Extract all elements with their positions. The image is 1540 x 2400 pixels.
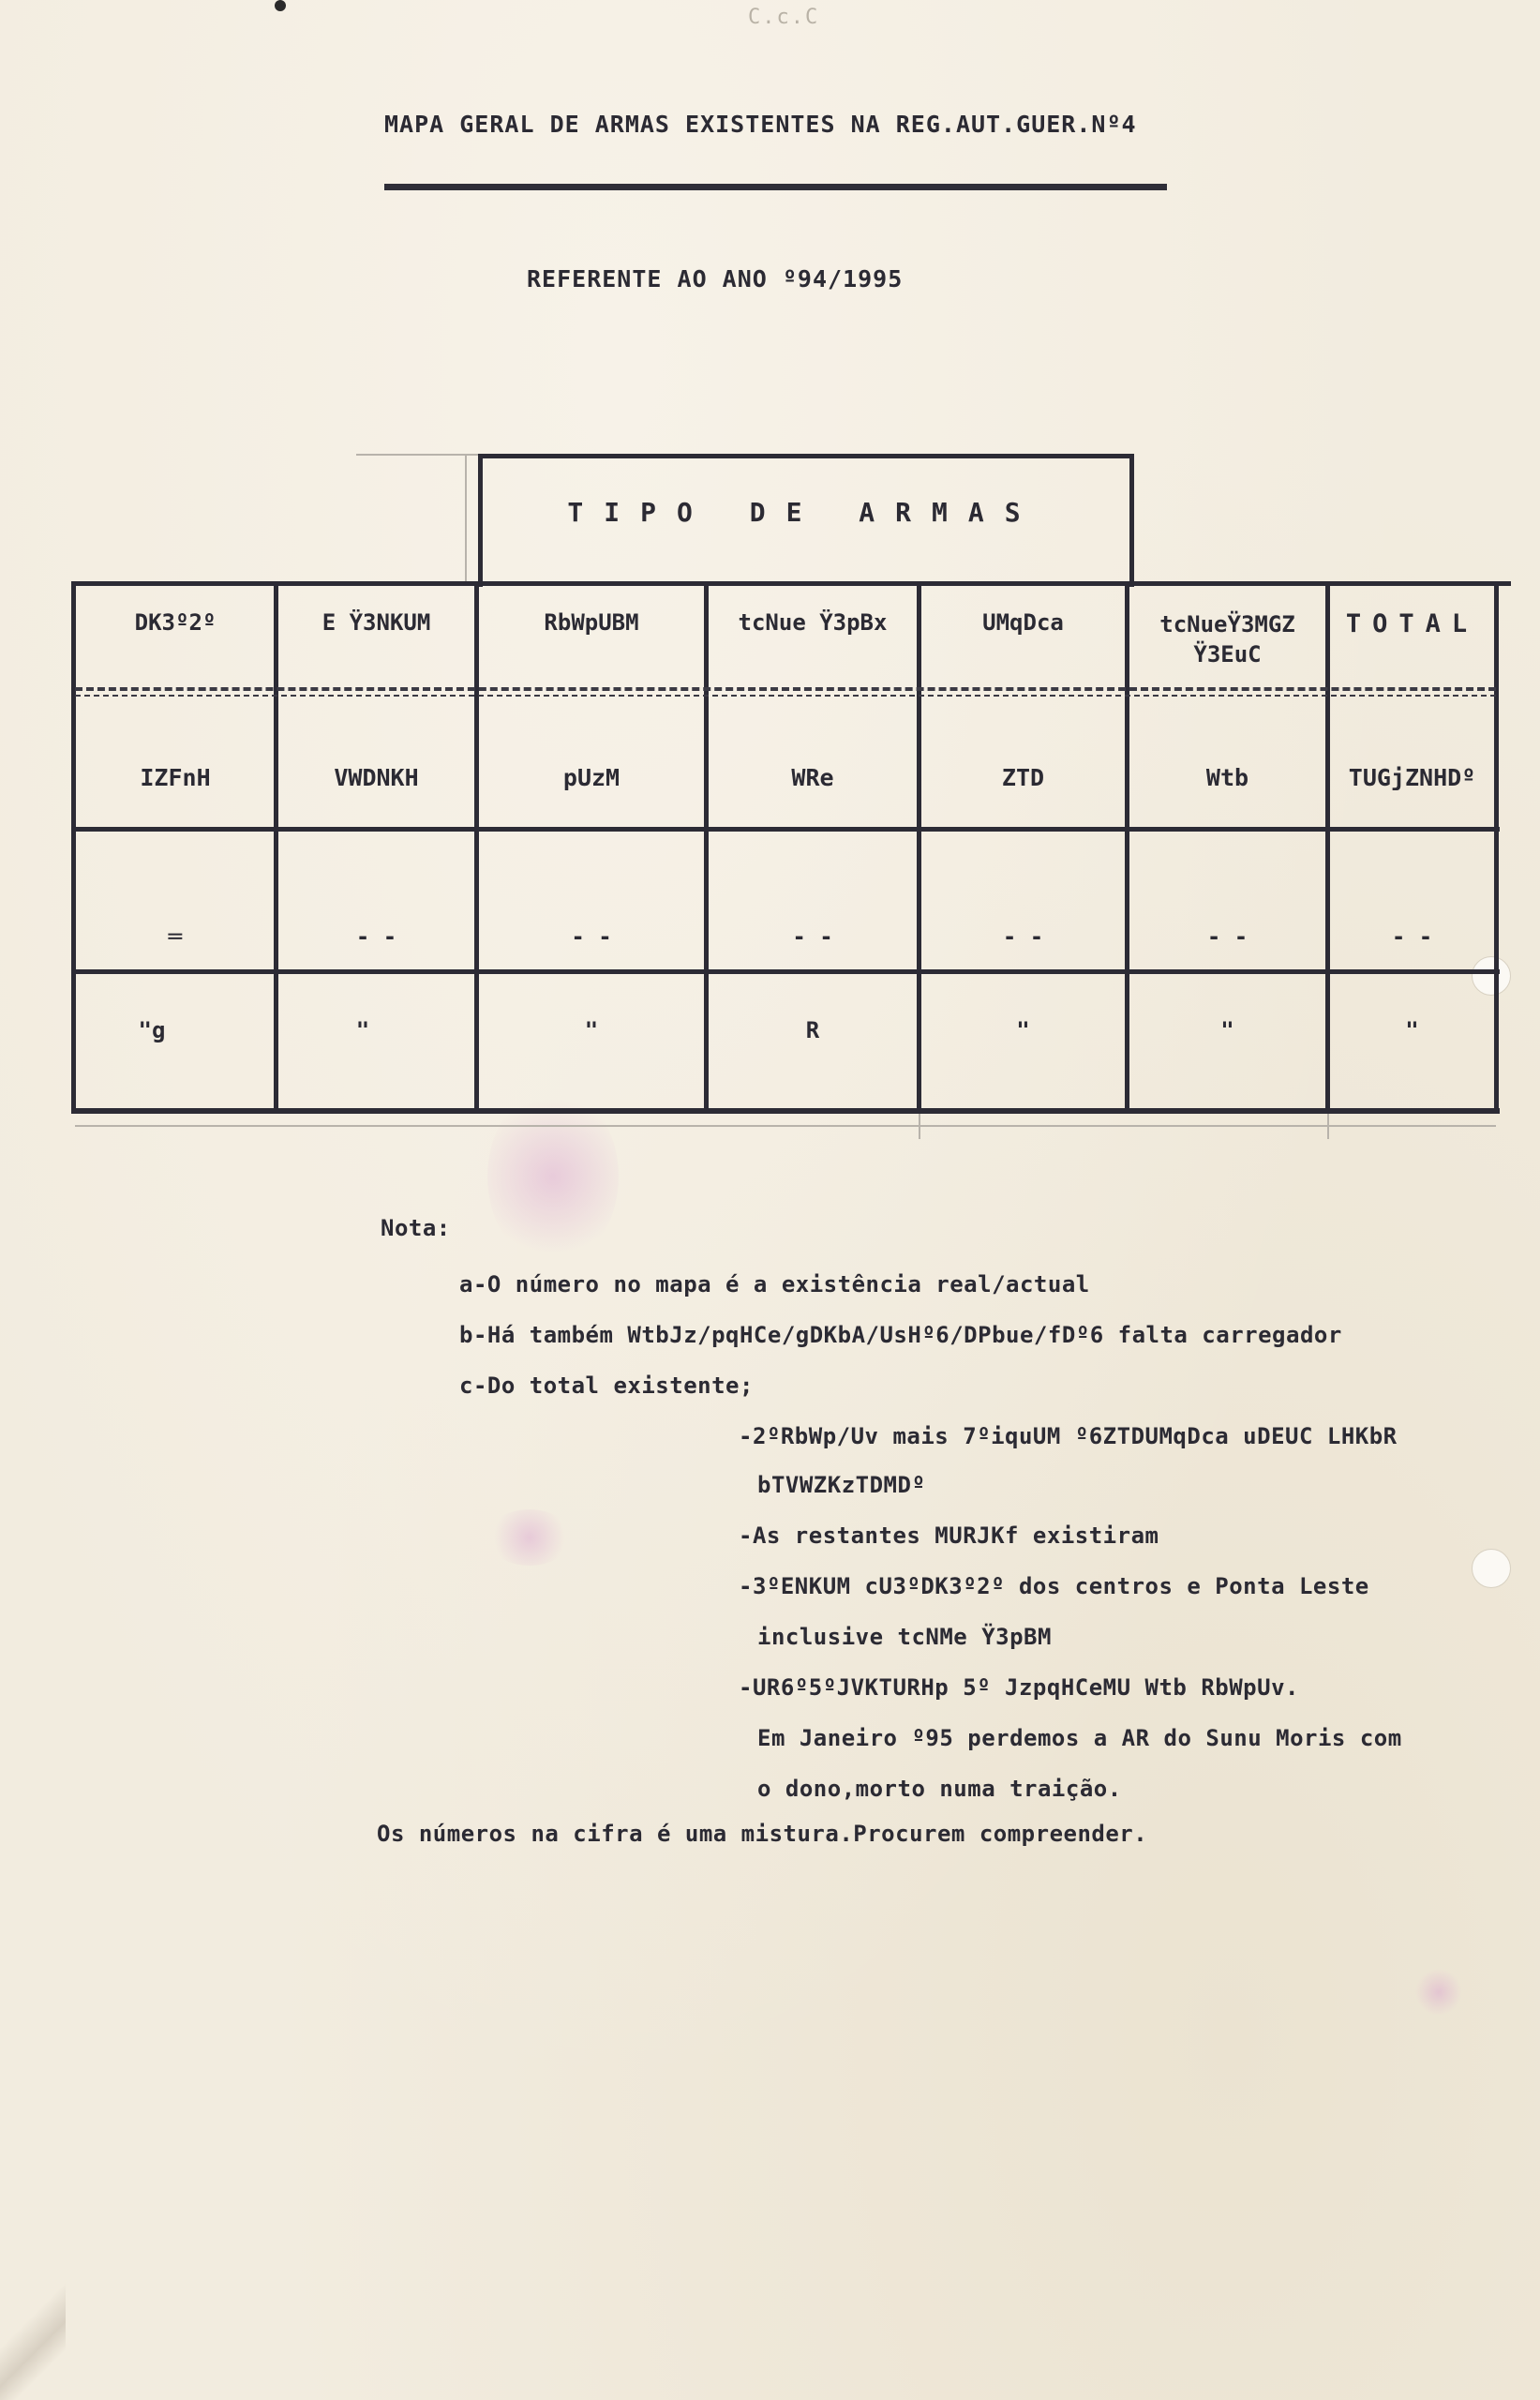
note-line: -UR6º5ºJVKTURHp 5º JzpqHCeMU Wtb RbWpUv. bbox=[739, 1674, 1299, 1701]
table-cell: - - bbox=[792, 923, 833, 950]
col-header: E Ÿ3NKUM bbox=[321, 609, 431, 636]
punch-hole bbox=[1472, 956, 1511, 996]
col-header: UMqDca bbox=[982, 609, 1064, 636]
table-cell: - - bbox=[1002, 923, 1044, 950]
table-cell: - - bbox=[1206, 923, 1248, 950]
table-cell: IZFnH bbox=[140, 764, 211, 791]
folded-corner bbox=[0, 2269, 66, 2400]
col-header: tcNue Ÿ3pBx bbox=[738, 609, 888, 636]
document-title: MAPA GERAL DE ARMAS EXISTENTES NA REG.AUT.GUER.Nº4 bbox=[384, 111, 1137, 138]
table-cell: VWDNKH bbox=[334, 764, 419, 791]
note-line: bTVWZKzTDMDº bbox=[757, 1472, 926, 1498]
note-footer: Os números na cifra é uma mistura.Procurem compreender. bbox=[377, 1821, 1148, 1847]
ink-stain bbox=[487, 1509, 572, 1566]
notes-heading: Nota: bbox=[381, 1215, 451, 1241]
table-cell: " bbox=[584, 1017, 599, 1043]
document-subtitle: REFERENTE AO ANO º94/1995 bbox=[527, 265, 904, 292]
table-cell: ═ bbox=[168, 923, 183, 950]
col-header: RbWpUBM bbox=[544, 609, 639, 636]
note-line: inclusive tcNMe Ÿ3pBM bbox=[757, 1624, 1052, 1650]
col-header-total: TOTAL bbox=[1345, 609, 1479, 638]
table-cell: WRe bbox=[791, 764, 834, 791]
faint-scribble: C.c.C bbox=[748, 6, 820, 29]
table-cell: pUzM bbox=[562, 764, 620, 791]
table-cell: - - bbox=[355, 923, 397, 950]
table-cell: " bbox=[1220, 1017, 1234, 1043]
note-line: -2ºRbWp/Uv mais 7ºiquUM º6ZTDUMqDca uDEUC LHKbR bbox=[739, 1423, 1398, 1449]
table-cell: - - bbox=[1391, 923, 1433, 950]
tipo-de-armas-header: TIPO DE ARMAS bbox=[567, 497, 1041, 528]
note-line: a-O número no mapa é a existência real/actual bbox=[459, 1271, 1090, 1298]
note-line: Em Janeiro º95 perdemos a AR do Sunu Moris com bbox=[757, 1725, 1402, 1751]
note-line: o dono,morto numa traição. bbox=[757, 1776, 1122, 1802]
note-line: c-Do total existente; bbox=[459, 1372, 754, 1399]
table-cell: " bbox=[1016, 1017, 1030, 1043]
table-cell: " bbox=[355, 1017, 370, 1043]
punch-hole bbox=[1472, 1549, 1511, 1588]
note-line: -As restantes MURJKf existiram bbox=[739, 1522, 1159, 1549]
title-underline bbox=[384, 184, 1167, 190]
note-line: b-Há também WtbJz/pqHCe/gDKbA/UsHº6/DPbue/fDº6 falta carregador bbox=[459, 1322, 1342, 1348]
table-cell: ZTD bbox=[1001, 764, 1045, 791]
table-cell: "g bbox=[138, 1017, 166, 1043]
ink-stain bbox=[1415, 1969, 1462, 2016]
table-cell: Wtb bbox=[1205, 764, 1249, 791]
table-cell: - - bbox=[571, 923, 612, 950]
ink-dot bbox=[275, 0, 286, 11]
table-cell: TUGjZNHDº bbox=[1348, 764, 1476, 791]
table-cell: R bbox=[805, 1017, 820, 1043]
col-header: DK3º2º bbox=[134, 609, 217, 636]
note-line: -3ºENKUM cU3ºDK3º2º dos centros e Ponta Leste bbox=[739, 1573, 1369, 1599]
ink-stain bbox=[487, 1088, 619, 1266]
table-cell: " bbox=[1405, 1017, 1419, 1043]
col-header: tcNueŸ3MGZ Ÿ3EuC bbox=[1159, 611, 1295, 668]
